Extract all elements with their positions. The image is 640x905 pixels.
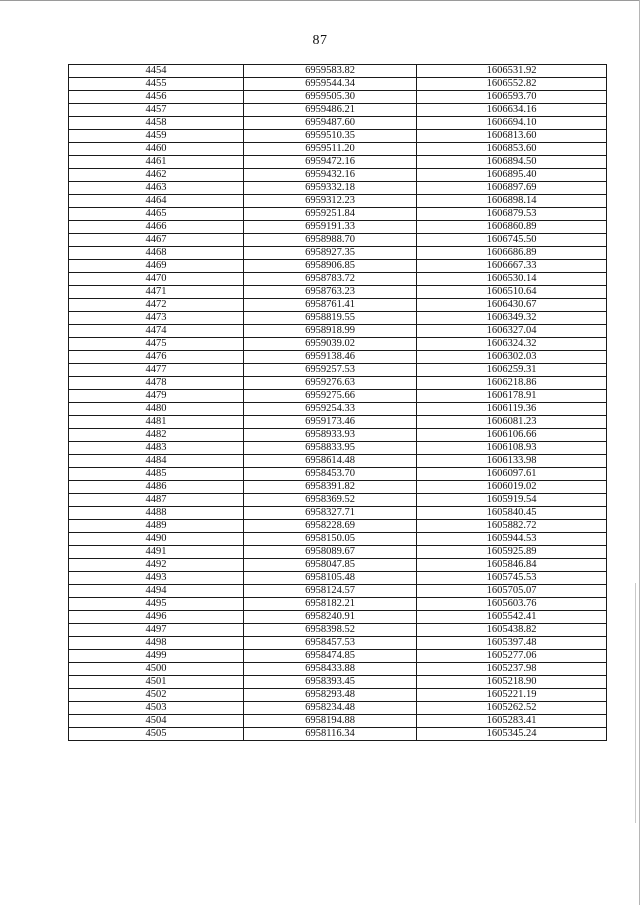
y-coordinate-cell: 1605262.52 — [417, 702, 607, 715]
table-row — [69, 208, 607, 221]
x-coordinate-cell: 6959486.21 — [244, 104, 417, 117]
x-coordinate-cell: 6959276.63 — [244, 377, 417, 390]
y-coordinate-cell: 1605745.53 — [417, 572, 607, 585]
point-number-cell: 4455 — [69, 78, 244, 91]
table-row — [69, 429, 607, 442]
table-row — [69, 455, 607, 468]
y-coordinate-cell: 1606531.92 — [417, 65, 607, 78]
x-coordinate-cell: 6959257.53 — [244, 364, 417, 377]
y-coordinate-cell: 1606119.36 — [417, 403, 607, 416]
table-row — [69, 91, 607, 104]
x-coordinate-cell: 6958234.48 — [244, 702, 417, 715]
point-number-cell: 4460 — [69, 143, 244, 156]
table-row — [69, 143, 607, 156]
point-number-cell: 4496 — [69, 611, 244, 624]
table-row — [69, 676, 607, 689]
x-coordinate-cell: 6958089.67 — [244, 546, 417, 559]
point-number-cell: 4500 — [69, 663, 244, 676]
x-coordinate-cell: 6958293.48 — [244, 689, 417, 702]
x-coordinate-cell: 6959432.16 — [244, 169, 417, 182]
x-coordinate-cell: 6958182.21 — [244, 598, 417, 611]
table-row — [69, 442, 607, 455]
y-coordinate-cell: 1606860.89 — [417, 221, 607, 234]
table-row — [69, 468, 607, 481]
point-number-cell: 4469 — [69, 260, 244, 273]
scan-artifact-line — [635, 583, 636, 823]
x-coordinate-cell: 6958783.72 — [244, 273, 417, 286]
x-coordinate-cell: 6958047.85 — [244, 559, 417, 572]
x-coordinate-cell: 6959332.18 — [244, 182, 417, 195]
x-coordinate-cell: 6959505.30 — [244, 91, 417, 104]
point-number-cell: 4480 — [69, 403, 244, 416]
table-row — [69, 559, 607, 572]
x-coordinate-cell: 6959487.60 — [244, 117, 417, 130]
table-row — [69, 338, 607, 351]
point-number-cell: 4473 — [69, 312, 244, 325]
point-number-cell: 4472 — [69, 299, 244, 312]
y-coordinate-cell: 1606349.32 — [417, 312, 607, 325]
point-number-cell: 4484 — [69, 455, 244, 468]
y-coordinate-cell: 1605925.89 — [417, 546, 607, 559]
x-coordinate-cell: 6958927.35 — [244, 247, 417, 260]
y-coordinate-cell: 1605944.53 — [417, 533, 607, 546]
y-coordinate-cell: 1606097.61 — [417, 468, 607, 481]
table-row — [69, 598, 607, 611]
y-coordinate-cell: 1605542.41 — [417, 611, 607, 624]
table-row — [69, 585, 607, 598]
table-row — [69, 104, 607, 117]
y-coordinate-cell: 1605221.19 — [417, 689, 607, 702]
page-number: 87 — [312, 33, 328, 48]
table-row — [69, 715, 607, 728]
y-coordinate-cell: 1606895.40 — [417, 169, 607, 182]
x-coordinate-cell: 6958614.48 — [244, 455, 417, 468]
table-row — [69, 169, 607, 182]
point-number-cell: 4477 — [69, 364, 244, 377]
point-number-cell: 4468 — [69, 247, 244, 260]
point-number-cell: 4465 — [69, 208, 244, 221]
point-number-cell: 4483 — [69, 442, 244, 455]
point-number-cell: 4462 — [69, 169, 244, 182]
point-number-cell: 4495 — [69, 598, 244, 611]
point-number-cell: 4486 — [69, 481, 244, 494]
x-coordinate-cell: 6959472.16 — [244, 156, 417, 169]
x-coordinate-cell: 6958116.34 — [244, 728, 417, 741]
table-row — [69, 650, 607, 663]
table-row — [69, 234, 607, 247]
point-number-cell: 4492 — [69, 559, 244, 572]
table-row — [69, 221, 607, 234]
point-number-cell: 4476 — [69, 351, 244, 364]
point-number-cell: 4499 — [69, 650, 244, 663]
table-row — [69, 260, 607, 273]
x-coordinate-cell: 6958150.05 — [244, 533, 417, 546]
x-coordinate-cell: 6958933.93 — [244, 429, 417, 442]
point-number-cell: 4481 — [69, 416, 244, 429]
point-number-cell: 4487 — [69, 494, 244, 507]
point-number-cell: 4490 — [69, 533, 244, 546]
y-coordinate-cell: 1606019.02 — [417, 481, 607, 494]
x-coordinate-cell: 6959254.33 — [244, 403, 417, 416]
top-scan-edge — [0, 0, 640, 1]
table-row — [69, 390, 607, 403]
y-coordinate-cell: 1606552.82 — [417, 78, 607, 91]
point-number-cell: 4456 — [69, 91, 244, 104]
table-row — [69, 728, 607, 741]
coordinates-table-body — [69, 65, 607, 741]
point-number-cell: 4491 — [69, 546, 244, 559]
y-coordinate-cell: 1606133.98 — [417, 455, 607, 468]
point-number-cell: 4470 — [69, 273, 244, 286]
x-coordinate-cell: 6958457.53 — [244, 637, 417, 650]
y-coordinate-cell: 1606324.32 — [417, 338, 607, 351]
table-row — [69, 533, 607, 546]
y-coordinate-cell: 1606897.69 — [417, 182, 607, 195]
y-coordinate-cell: 1606259.31 — [417, 364, 607, 377]
y-coordinate-cell: 1606634.16 — [417, 104, 607, 117]
point-number-cell: 4503 — [69, 702, 244, 715]
point-number-cell: 4457 — [69, 104, 244, 117]
y-coordinate-cell: 1605218.90 — [417, 676, 607, 689]
table-row — [69, 117, 607, 130]
y-coordinate-cell: 1606302.03 — [417, 351, 607, 364]
x-coordinate-cell: 6959039.02 — [244, 338, 417, 351]
y-coordinate-cell: 1605882.72 — [417, 520, 607, 533]
table-row — [69, 507, 607, 520]
x-coordinate-cell: 6958833.95 — [244, 442, 417, 455]
table-row — [69, 689, 607, 702]
y-coordinate-cell: 1606694.10 — [417, 117, 607, 130]
table-row — [69, 286, 607, 299]
y-coordinate-cell: 1606218.86 — [417, 377, 607, 390]
x-coordinate-cell: 6958105.48 — [244, 572, 417, 585]
table-row — [69, 247, 607, 260]
table-row — [69, 65, 607, 78]
point-number-cell: 4479 — [69, 390, 244, 403]
y-coordinate-cell: 1605840.45 — [417, 507, 607, 520]
table-row — [69, 611, 607, 624]
y-coordinate-cell: 1606430.67 — [417, 299, 607, 312]
table-row — [69, 377, 607, 390]
y-coordinate-cell: 1606530.14 — [417, 273, 607, 286]
point-number-cell: 4501 — [69, 676, 244, 689]
point-number-cell: 4463 — [69, 182, 244, 195]
table-row — [69, 195, 607, 208]
y-coordinate-cell: 1606667.33 — [417, 260, 607, 273]
y-coordinate-cell: 1606593.70 — [417, 91, 607, 104]
x-coordinate-cell: 6958433.88 — [244, 663, 417, 676]
point-number-cell: 4464 — [69, 195, 244, 208]
y-coordinate-cell: 1605237.98 — [417, 663, 607, 676]
y-coordinate-cell: 1606327.04 — [417, 325, 607, 338]
x-coordinate-cell: 6958327.71 — [244, 507, 417, 520]
y-coordinate-cell: 1605397.48 — [417, 637, 607, 650]
table-row — [69, 78, 607, 91]
table-row — [69, 182, 607, 195]
y-coordinate-cell: 1606106.66 — [417, 429, 607, 442]
x-coordinate-cell: 6958761.41 — [244, 299, 417, 312]
y-coordinate-cell: 1606510.64 — [417, 286, 607, 299]
table-row — [69, 572, 607, 585]
table-row — [69, 351, 607, 364]
x-coordinate-cell: 6958453.70 — [244, 468, 417, 481]
table-row — [69, 273, 607, 286]
y-coordinate-cell: 1606686.89 — [417, 247, 607, 260]
y-coordinate-cell: 1605919.54 — [417, 494, 607, 507]
point-number-cell: 4454 — [69, 65, 244, 78]
y-coordinate-cell: 1606879.53 — [417, 208, 607, 221]
y-coordinate-cell: 1605277.06 — [417, 650, 607, 663]
x-coordinate-cell: 6958763.23 — [244, 286, 417, 299]
x-coordinate-cell: 6958124.57 — [244, 585, 417, 598]
point-number-cell: 4474 — [69, 325, 244, 338]
x-coordinate-cell: 6959583.82 — [244, 65, 417, 78]
x-coordinate-cell: 6958906.85 — [244, 260, 417, 273]
point-number-cell: 4461 — [69, 156, 244, 169]
table-row — [69, 663, 607, 676]
x-coordinate-cell: 6958194.88 — [244, 715, 417, 728]
x-coordinate-cell: 6959544.34 — [244, 78, 417, 91]
y-coordinate-cell: 1605846.84 — [417, 559, 607, 572]
x-coordinate-cell: 6958398.52 — [244, 624, 417, 637]
point-number-cell: 4502 — [69, 689, 244, 702]
table-row — [69, 403, 607, 416]
table-row — [69, 624, 607, 637]
y-coordinate-cell: 1605345.24 — [417, 728, 607, 741]
x-coordinate-cell: 6959312.23 — [244, 195, 417, 208]
x-coordinate-cell: 6958988.70 — [244, 234, 417, 247]
y-coordinate-cell: 1606745.50 — [417, 234, 607, 247]
x-coordinate-cell: 6958918.99 — [244, 325, 417, 338]
y-coordinate-cell: 1606178.91 — [417, 390, 607, 403]
table-row — [69, 702, 607, 715]
point-number-cell: 4467 — [69, 234, 244, 247]
point-number-cell: 4497 — [69, 624, 244, 637]
table-row — [69, 130, 607, 143]
x-coordinate-cell: 6958240.91 — [244, 611, 417, 624]
point-number-cell: 4459 — [69, 130, 244, 143]
table-row — [69, 481, 607, 494]
x-coordinate-cell: 6959275.66 — [244, 390, 417, 403]
point-number-cell: 4489 — [69, 520, 244, 533]
table-row — [69, 364, 607, 377]
x-coordinate-cell: 6958393.45 — [244, 676, 417, 689]
x-coordinate-cell: 6959511.20 — [244, 143, 417, 156]
table-row — [69, 416, 607, 429]
y-coordinate-cell: 1606081.23 — [417, 416, 607, 429]
y-coordinate-cell: 1606108.93 — [417, 442, 607, 455]
table-row — [69, 520, 607, 533]
y-coordinate-cell: 1606813.60 — [417, 130, 607, 143]
table-row — [69, 637, 607, 650]
table-row — [69, 299, 607, 312]
x-coordinate-cell: 6959138.46 — [244, 351, 417, 364]
y-coordinate-cell: 1606894.50 — [417, 156, 607, 169]
point-number-cell: 4505 — [69, 728, 244, 741]
point-number-cell: 4466 — [69, 221, 244, 234]
x-coordinate-cell: 6959251.84 — [244, 208, 417, 221]
point-number-cell: 4488 — [69, 507, 244, 520]
y-coordinate-cell: 1605603.76 — [417, 598, 607, 611]
table-row — [69, 546, 607, 559]
y-coordinate-cell: 1605438.82 — [417, 624, 607, 637]
point-number-cell: 4504 — [69, 715, 244, 728]
point-number-cell: 4471 — [69, 286, 244, 299]
x-coordinate-cell: 6959191.33 — [244, 221, 417, 234]
table-row — [69, 156, 607, 169]
x-coordinate-cell: 6958369.52 — [244, 494, 417, 507]
point-number-cell: 4482 — [69, 429, 244, 442]
x-coordinate-cell: 6958228.69 — [244, 520, 417, 533]
y-coordinate-cell: 1605283.41 — [417, 715, 607, 728]
x-coordinate-cell: 6958819.55 — [244, 312, 417, 325]
point-number-cell: 4475 — [69, 338, 244, 351]
y-coordinate-cell: 1606853.60 — [417, 143, 607, 156]
y-coordinate-cell: 1605705.07 — [417, 585, 607, 598]
point-number-cell: 4494 — [69, 585, 244, 598]
point-number-cell: 4485 — [69, 468, 244, 481]
point-number-cell: 4498 — [69, 637, 244, 650]
coordinates-table — [68, 64, 607, 741]
table-row — [69, 325, 607, 338]
point-number-cell: 4458 — [69, 117, 244, 130]
x-coordinate-cell: 6959173.46 — [244, 416, 417, 429]
point-number-cell: 4478 — [69, 377, 244, 390]
x-coordinate-cell: 6959510.35 — [244, 130, 417, 143]
y-coordinate-cell: 1606898.14 — [417, 195, 607, 208]
x-coordinate-cell: 6958474.85 — [244, 650, 417, 663]
table-row — [69, 494, 607, 507]
point-number-cell: 4493 — [69, 572, 244, 585]
x-coordinate-cell: 6958391.82 — [244, 481, 417, 494]
table-row — [69, 312, 607, 325]
